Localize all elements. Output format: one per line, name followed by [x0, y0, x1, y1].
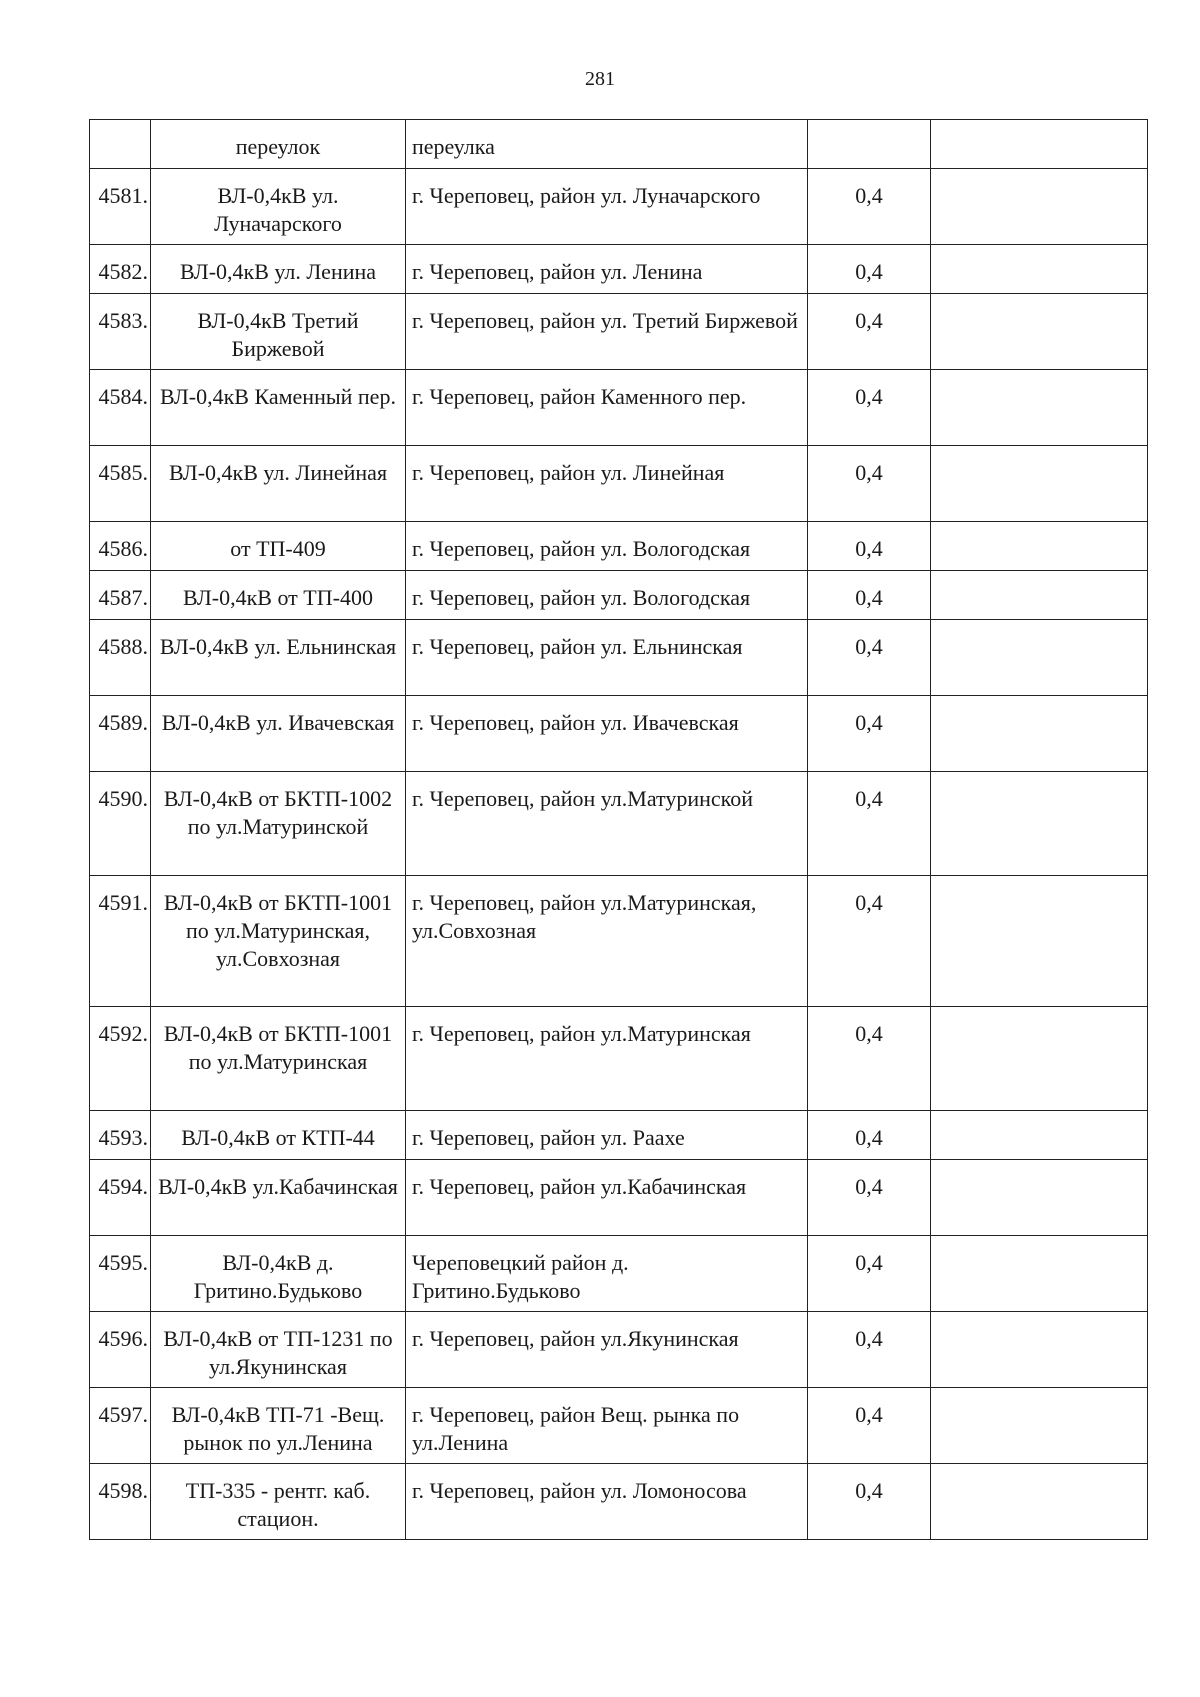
- address-cell: г. Череповец, район ул. Ленина: [406, 245, 808, 294]
- empty-cell: [931, 772, 1148, 876]
- line-name-cell: ВЛ-0,4кВ ул. Линейная: [151, 446, 406, 522]
- address-cell: г. Череповец, район ул.Матуринская, ул.Совхозная: [406, 876, 808, 1007]
- voltage-cell: 0,4: [808, 169, 931, 245]
- empty-cell: [931, 120, 1148, 169]
- voltage-cell: 0,4: [808, 772, 931, 876]
- voltage-cell: 0,4: [808, 370, 931, 446]
- line-name-cell: ВЛ-0,4кВ от ТП-400: [151, 571, 406, 620]
- address-cell: г. Череповец, район Каменного пер.: [406, 370, 808, 446]
- line-name-cell: ВЛ-0,4кВ от ТП-1231 по ул.Якунинская: [151, 1312, 406, 1388]
- row-number-cell: 4589.: [90, 696, 151, 772]
- row-number-cell: 4588.: [90, 620, 151, 696]
- address-cell: г. Череповец, район ул. Линейная: [406, 446, 808, 522]
- address-cell: г. Череповец, район ул. Вологодская: [406, 522, 808, 571]
- address-cell: г. Череповец, район ул.Матуринская: [406, 1007, 808, 1111]
- line-name-cell: ВЛ-0,4кВ ул. Луначарского: [151, 169, 406, 245]
- voltage-cell: 0,4: [808, 1007, 931, 1111]
- address-cell: Череповецкий район д. Гритино.Будьково: [406, 1236, 808, 1312]
- voltage-cell: 0,4: [808, 571, 931, 620]
- table-row: [90, 245, 1148, 294]
- address-cell: г. Череповец, район ул.Матуринской: [406, 772, 808, 876]
- table-row: [90, 120, 1148, 169]
- line-name-cell: ТП-335 - рентг. каб. стацион.: [151, 1464, 406, 1540]
- voltage-cell: 0,4: [808, 876, 931, 1007]
- line-name-cell: ВЛ-0,4кВ ул. Ельнинская: [151, 620, 406, 696]
- voltage-cell: 0,4: [808, 1160, 931, 1236]
- table-row: [90, 772, 1148, 876]
- line-name-cell: ВЛ-0,4кВ Третий Биржевой: [151, 294, 406, 370]
- line-name-cell: ВЛ-0,4кВ ул. Ленина: [151, 245, 406, 294]
- voltage-cell: [808, 120, 931, 169]
- empty-cell: [931, 169, 1148, 245]
- address-cell: г. Череповец, район ул. Ивачевская: [406, 696, 808, 772]
- table-row: [90, 1388, 1148, 1464]
- empty-cell: [931, 696, 1148, 772]
- row-number-cell: [90, 120, 151, 169]
- voltage-cell: 0,4: [808, 1312, 931, 1388]
- table-row: [90, 1312, 1148, 1388]
- voltage-cell: 0,4: [808, 1388, 931, 1464]
- line-name-cell: ВЛ-0,4кВ ТП-71 -Вещ. рынок по ул.Ленина: [151, 1388, 406, 1464]
- row-number-cell: 4585.: [90, 446, 151, 522]
- empty-cell: [931, 571, 1148, 620]
- row-number-cell: 4584.: [90, 370, 151, 446]
- empty-cell: [931, 1007, 1148, 1111]
- table-row: [90, 294, 1148, 370]
- line-name-cell: ВЛ-0,4кВ от БКТП-1001 по ул.Матуринская: [151, 1007, 406, 1111]
- table-row: [90, 1007, 1148, 1111]
- row-number-cell: 4594.: [90, 1160, 151, 1236]
- row-number-cell: 4581.: [90, 169, 151, 245]
- address-cell: г. Череповец, район ул. Раахе: [406, 1111, 808, 1160]
- table-row: [90, 696, 1148, 772]
- voltage-cell: 0,4: [808, 696, 931, 772]
- row-number-cell: 4595.: [90, 1236, 151, 1312]
- row-number-cell: 4587.: [90, 571, 151, 620]
- line-name-cell: ВЛ-0,4кВ от БКТП-1001 по ул.Матуринская, ул.Совхозная: [151, 876, 406, 1007]
- table-row: [90, 1464, 1148, 1540]
- empty-cell: [931, 522, 1148, 571]
- line-name-cell: ВЛ-0,4кВ от КТП-44: [151, 1111, 406, 1160]
- empty-cell: [931, 245, 1148, 294]
- row-number-cell: 4598.: [90, 1464, 151, 1540]
- address-cell: г. Череповец, район ул. Вологодская: [406, 571, 808, 620]
- row-number-cell: 4586.: [90, 522, 151, 571]
- line-name-cell: ВЛ-0,4кВ от БКТП-1002 по ул.Матуринской: [151, 772, 406, 876]
- row-number-cell: 4597.: [90, 1388, 151, 1464]
- data-table: [89, 119, 1148, 1540]
- empty-cell: [931, 1111, 1148, 1160]
- row-number-cell: 4593.: [90, 1111, 151, 1160]
- table-row: [90, 876, 1148, 1007]
- table-row: [90, 1236, 1148, 1312]
- address-cell: г. Череповец, район ул.Кабачинская: [406, 1160, 808, 1236]
- voltage-cell: 0,4: [808, 294, 931, 370]
- table-row: [90, 620, 1148, 696]
- table-row: [90, 1160, 1148, 1236]
- table-row: [90, 169, 1148, 245]
- page-number: 281: [585, 68, 615, 90]
- empty-cell: [931, 370, 1148, 446]
- row-number-cell: 4582.: [90, 245, 151, 294]
- table-row: [90, 522, 1148, 571]
- empty-cell: [931, 876, 1148, 1007]
- row-number-cell: 4590.: [90, 772, 151, 876]
- empty-cell: [931, 620, 1148, 696]
- voltage-cell: 0,4: [808, 245, 931, 294]
- line-name-cell: ВЛ-0,4кВ ул. Ивачевская: [151, 696, 406, 772]
- empty-cell: [931, 1236, 1148, 1312]
- line-name-cell: ВЛ-0,4кВ д. Гритино.Будьково: [151, 1236, 406, 1312]
- row-number-cell: 4592.: [90, 1007, 151, 1111]
- address-cell: г. Череповец, район ул. Третий Биржевой: [406, 294, 808, 370]
- table-row: [90, 370, 1148, 446]
- voltage-cell: 0,4: [808, 620, 931, 696]
- address-cell: г. Череповец, район ул. Луначарского: [406, 169, 808, 245]
- voltage-cell: 0,4: [808, 522, 931, 571]
- empty-cell: [931, 1388, 1148, 1464]
- address-cell: г. Череповец, район ул.Якунинская: [406, 1312, 808, 1388]
- table-row: [90, 1111, 1148, 1160]
- empty-cell: [931, 1464, 1148, 1540]
- voltage-cell: 0,4: [808, 446, 931, 522]
- line-name-cell: ВЛ-0,4кВ Каменный пер.: [151, 370, 406, 446]
- table-row: [90, 446, 1148, 522]
- empty-cell: [931, 446, 1148, 522]
- voltage-cell: 0,4: [808, 1236, 931, 1312]
- line-name-cell: переулок: [151, 120, 406, 169]
- address-cell: г. Череповец, район ул. Ломоносова: [406, 1464, 808, 1540]
- empty-cell: [931, 1160, 1148, 1236]
- row-number-cell: 4591.: [90, 876, 151, 1007]
- line-name-cell: ВЛ-0,4кВ ул.Кабачинская: [151, 1160, 406, 1236]
- address-cell: г. Череповец, район ул. Ельнинская: [406, 620, 808, 696]
- voltage-cell: 0,4: [808, 1464, 931, 1540]
- empty-cell: [931, 294, 1148, 370]
- address-cell: переулка: [406, 120, 808, 169]
- row-number-cell: 4596.: [90, 1312, 151, 1388]
- voltage-cell: 0,4: [808, 1111, 931, 1160]
- empty-cell: [931, 1312, 1148, 1388]
- table-row: [90, 571, 1148, 620]
- row-number-cell: 4583.: [90, 294, 151, 370]
- line-name-cell: от ТП-409: [151, 522, 406, 571]
- address-cell: г. Череповец, район Вещ. рынка по ул.Ленина: [406, 1388, 808, 1464]
